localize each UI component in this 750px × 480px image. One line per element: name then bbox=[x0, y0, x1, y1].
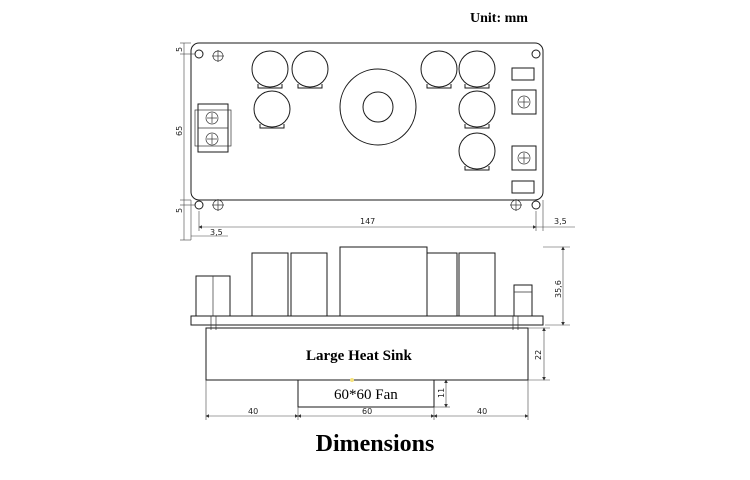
right-components bbox=[512, 68, 536, 193]
dim-margin-bottom: 5 bbox=[175, 207, 184, 213]
top-view bbox=[175, 43, 575, 240]
dim-fan-depth: 11 bbox=[437, 387, 446, 398]
fan-label: 60*60 Fan bbox=[334, 387, 398, 403]
dim-total-height: 35,6 bbox=[554, 280, 563, 298]
mounting-hole bbox=[195, 201, 203, 209]
dim-bottom-right: 40 bbox=[477, 407, 488, 416]
mounting-hole bbox=[195, 50, 203, 58]
dim-heatsink-height: 22 bbox=[534, 349, 543, 360]
side-board bbox=[191, 316, 543, 325]
side-components bbox=[196, 247, 532, 316]
heat-sink-label: Large Heat Sink bbox=[306, 348, 412, 364]
dim-bottom-center: 60 bbox=[362, 407, 373, 416]
side-view bbox=[191, 247, 570, 420]
terminal-block bbox=[195, 104, 231, 152]
mounting-hole bbox=[532, 50, 540, 58]
dim-right-offset: 3,5 bbox=[554, 217, 567, 226]
mounting-hole bbox=[532, 201, 540, 209]
dim-width: 147 bbox=[360, 217, 376, 226]
dim-height: 65 bbox=[175, 125, 184, 136]
page-caption: Dimensions bbox=[315, 431, 435, 457]
dim-left-offset: 3,5 bbox=[210, 228, 223, 237]
dim-margin-top: 5 bbox=[175, 46, 184, 52]
toroid-inductor bbox=[340, 69, 416, 145]
dim-bottom-left: 40 bbox=[248, 407, 259, 416]
unit-label: Unit: mm bbox=[470, 11, 528, 26]
